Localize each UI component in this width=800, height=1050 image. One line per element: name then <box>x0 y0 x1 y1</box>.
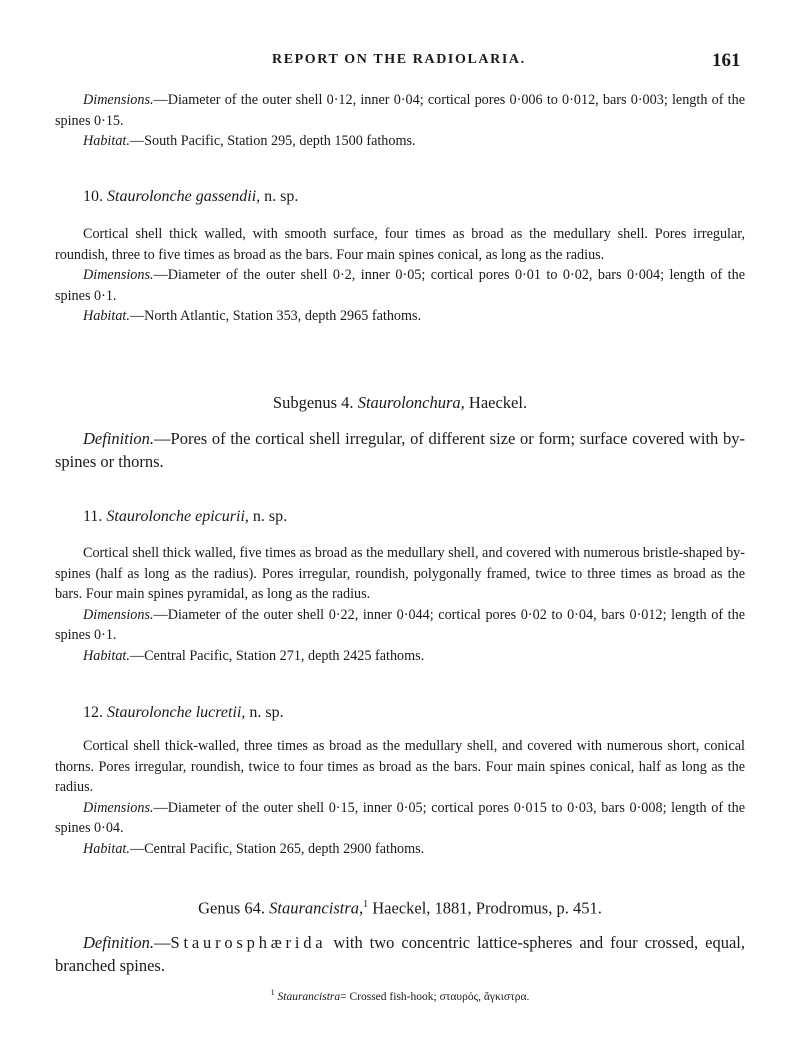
species-description: Cortical shell thick walled, five times as broad as the medullary shell, and covered with numerous bristle-shaped by-spines (half as long as the radius). Pores irregular, roundish, polygonally framed, twice to three times as broad as the bars. Four main spines pyramidal, as long as the radius. <box>55 545 745 602</box>
dimensions-paragraph <box>55 265 745 306</box>
species-suffix: n. sp. <box>264 188 299 205</box>
definition-label: Definition. <box>83 429 155 448</box>
genus-name: Staurancistra, <box>269 898 364 918</box>
species-description: Cortical shell thick-walled, three times as broad as the medullary shell, and covered with numerous short, conical thorns. Pores irregular, roundish, twice to four times as broad as the bars. Four main spines conical, half as long as the radius. <box>55 738 745 795</box>
habitat-text: —Central Pacific, Station 265, depth 2900 fathoms. <box>129 840 425 857</box>
page-number: 161 <box>712 50 741 71</box>
dimensions-label: Dimensions. <box>83 799 154 816</box>
page-header <box>0 50 800 74</box>
habitat-label: Habitat. <box>83 133 130 149</box>
dimensions-label: Dimensions. <box>83 267 154 283</box>
species-suffix: n. sp. <box>249 704 284 721</box>
genus-prefix: Genus 64. <box>198 898 266 918</box>
subgenus-definition <box>55 427 745 473</box>
definition-label: Definition. <box>83 933 155 952</box>
species-12-entry <box>55 736 745 859</box>
species-name: Staurolonche epicurii, <box>106 508 249 525</box>
definition-text: —Pores of the cortical shell irregular, of different size or form; surface covered with by-spines or thorns. <box>55 429 745 471</box>
habitat-label: Habitat. <box>83 647 130 664</box>
habitat-paragraph <box>55 839 745 860</box>
footnote <box>55 985 745 1005</box>
species-12-heading <box>55 702 745 724</box>
dimensions-paragraph <box>55 798 745 839</box>
dimensions-paragraph <box>55 605 745 646</box>
species-name: Staurolonche lucretii, <box>107 704 246 721</box>
genus-rest: Haeckel, 1881, Prodromus, p. 451. <box>372 898 602 918</box>
species-11-heading <box>55 506 745 528</box>
dimensions-text: —Diameter of the outer shell 0·15, inner 0·05; cortical pores 0·015 to 0·03, bars 0·008; length of the spines 0·04. <box>55 799 745 836</box>
species-10-entry <box>55 224 745 327</box>
habitat-paragraph <box>55 646 745 667</box>
subgenus-heading <box>55 392 745 414</box>
species-number: 10. <box>83 188 103 205</box>
habitat-paragraph <box>55 131 745 152</box>
dimensions-label: Dimensions. <box>83 92 154 108</box>
footnote-number: 1 <box>270 988 275 997</box>
species-suffix: n. sp. <box>252 508 288 525</box>
species-description: Cortical shell thick walled, with smooth surface, four times as broad as the medullary shell. Pores irregular, roundish, three to five times as broad as the bars. Four main spines conical, as long as the radius. <box>55 226 745 263</box>
habitat-text: —Central Pacific, Station 271, depth 2425 fathoms. <box>129 647 425 664</box>
habitat-text: —North Atlantic, Station 353, depth 2965 fathoms. <box>129 308 422 324</box>
habitat-text: —South Pacific, Station 295, depth 1500 fathoms. <box>129 133 416 149</box>
subgenus-prefix: Subgenus 4. <box>272 393 354 412</box>
genus-heading <box>55 894 745 920</box>
footnote-marker: 1 <box>363 899 369 910</box>
genus-definition: Definition.—Staurosphærida with two concentric lattice-spheres and four crossed, equal, branched spines. <box>55 933 745 975</box>
dimensions-paragraph <box>55 90 745 131</box>
habitat-label: Habitat. <box>83 308 130 324</box>
top-entry <box>55 90 745 152</box>
subgenus-author: Haeckel. <box>468 393 528 412</box>
species-number: 11. <box>83 508 103 525</box>
dimensions-text: —Diameter of the outer shell 0·12, inner 0·04; cortical pores 0·006 to 0·012, bars 0·003; length of the spines 0·15. <box>55 92 745 129</box>
definition-text: with two concentric lattice-spheres and four crossed, equal, branched spines. <box>55 933 745 975</box>
species-number: 12. <box>83 704 103 721</box>
running-title: REPORT ON THE RADIOLARIA. <box>272 52 526 67</box>
dimensions-text: —Diameter of the outer shell 0·22, inner 0·044; cortical pores 0·02 to 0·04, bars 0·012; length of the spines 0·1. <box>55 606 745 643</box>
habitat-label: Habitat. <box>83 840 130 857</box>
footnote-term: Staurancistra <box>277 990 341 1003</box>
species-name: Staurolonche gassendii, <box>107 188 261 205</box>
habitat-paragraph <box>55 306 745 327</box>
dimensions-label: Dimensions. <box>83 606 154 623</box>
footnote-text: = Crossed fish-hook; σταυρός, ἄγκιστρα. <box>340 990 530 1003</box>
dimensions-text: —Diameter of the outer shell 0·2, inner 0·05; cortical pores 0·01 to 0·02, bars 0·004; length of the spines 0·1. <box>55 267 745 304</box>
species-11-entry <box>55 543 745 666</box>
definition-spaced-term: Staurosphærida <box>170 933 327 952</box>
species-10-heading <box>55 186 745 208</box>
subgenus-name: Staurolonchura, <box>357 393 465 412</box>
